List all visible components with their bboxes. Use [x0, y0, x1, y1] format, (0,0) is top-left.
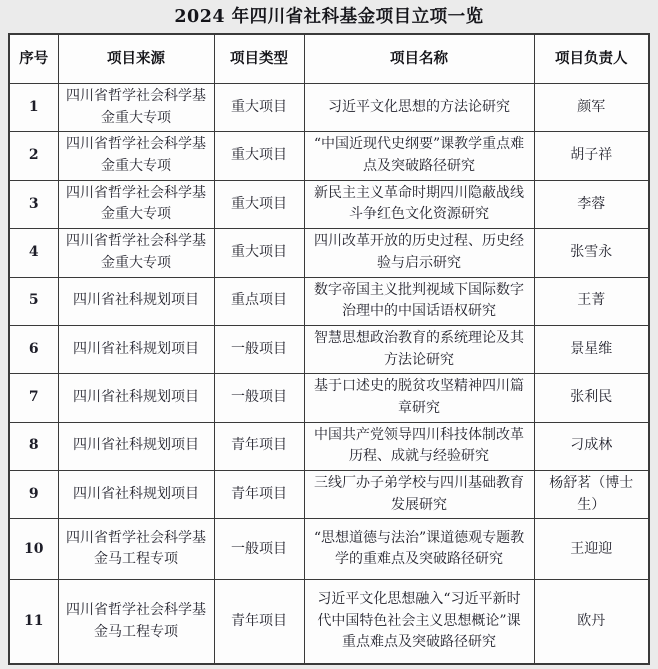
- cell-project-source: 四川省哲学社会科学基金马工程专项: [58, 580, 214, 664]
- table-row: [9, 229, 649, 277]
- table-header-row: [9, 34, 649, 84]
- cell-project-leader: 李蓉: [534, 180, 649, 228]
- cell-project-leader: 颜军: [534, 84, 649, 132]
- project-table: [8, 33, 650, 665]
- cell-row-number: 3: [9, 180, 58, 228]
- cell-project-name: 四川改革开放的历史过程、历史经验与启示研究: [304, 229, 534, 277]
- cell-project-name: 习近平文化思想的方法论研究: [304, 84, 534, 132]
- table-row: [9, 132, 649, 180]
- cell-project-type: 重大项目: [214, 132, 304, 180]
- cell-project-source: 四川省哲学社会科学基金重大专项: [58, 132, 214, 180]
- cell-project-source: 四川省哲学社会科学基金马工程专项: [58, 519, 214, 580]
- cell-row-number: 5: [9, 277, 58, 325]
- cell-project-leader: 景星维: [534, 325, 649, 373]
- cell-project-name: 中国共产党领导四川科技体制改革历程、成就与经验研究: [304, 422, 534, 470]
- cell-project-type: 重大项目: [214, 84, 304, 132]
- table-body: [9, 84, 649, 664]
- cell-project-type: 青年项目: [214, 422, 304, 470]
- table-row: [9, 519, 649, 580]
- table-row: [9, 84, 649, 132]
- cell-project-type: 一般项目: [214, 374, 304, 422]
- cell-project-source: 四川省哲学社会科学基金重大专项: [58, 84, 214, 132]
- col-header-type: 项目类型: [214, 34, 304, 84]
- cell-row-number: 9: [9, 471, 58, 519]
- cell-row-number: 11: [9, 580, 58, 664]
- cell-project-name: “思想道德与法治”课道德观专题教学的重难点及突破路径研究: [304, 519, 534, 580]
- cell-project-name: 智慧思想政治教育的系统理论及其方法论研究: [304, 325, 534, 373]
- cell-project-source: 四川省社科规划项目: [58, 325, 214, 373]
- cell-project-source: 四川省哲学社会科学基金重大专项: [58, 180, 214, 228]
- cell-project-type: 重点项目: [214, 277, 304, 325]
- cell-project-type: 青年项目: [214, 580, 304, 664]
- cell-row-number: 7: [9, 374, 58, 422]
- cell-project-leader: 刁成林: [534, 422, 649, 470]
- cell-project-source: 四川省社科规划项目: [58, 374, 214, 422]
- cell-project-source: 四川省哲学社会科学基金重大专项: [58, 229, 214, 277]
- cell-project-type: 青年项目: [214, 471, 304, 519]
- cell-project-name: 新民主主义革命时期四川隐蔽战线斗争红色文化资源研究: [304, 180, 534, 228]
- table-row: [9, 580, 649, 664]
- table-row: [9, 180, 649, 228]
- col-header-name: 项目名称: [304, 34, 534, 84]
- cell-row-number: 10: [9, 519, 58, 580]
- table-row: [9, 471, 649, 519]
- cell-project-name: 习近平文化思想融入“习近平新时代中国特色社会主义思想概论”课重点难点及突破路径研究: [304, 580, 534, 664]
- cell-row-number: 2: [9, 132, 58, 180]
- cell-project-leader: 欧丹: [534, 580, 649, 664]
- cell-project-type: 重大项目: [214, 180, 304, 228]
- cell-project-leader: 胡子祥: [534, 132, 649, 180]
- table-row: [9, 277, 649, 325]
- col-header-no: 序号: [9, 34, 58, 84]
- cell-row-number: 6: [9, 325, 58, 373]
- col-header-leader: 项目负责人: [534, 34, 649, 84]
- cell-project-leader: 张利民: [534, 374, 649, 422]
- cell-row-number: 1: [9, 84, 58, 132]
- cell-row-number: 4: [9, 229, 58, 277]
- table-row: [9, 325, 649, 373]
- cell-project-source: 四川省社科规划项目: [58, 277, 214, 325]
- col-header-source: 项目来源: [58, 34, 214, 84]
- cell-project-name: 数字帝国主义批判视域下国际数字治理中的中国话语权研究: [304, 277, 534, 325]
- cell-project-leader: 张雪永: [534, 229, 649, 277]
- table-row: [9, 422, 649, 470]
- table-row: [9, 374, 649, 422]
- cell-project-leader: 王菁: [534, 277, 649, 325]
- cell-project-source: 四川省社科规划项目: [58, 471, 214, 519]
- cell-project-leader: 王迎迎: [534, 519, 649, 580]
- cell-project-name: “中国近现代史纲要”课教学重点难点及突破路径研究: [304, 132, 534, 180]
- cell-project-leader: 杨舒茗（博士生）: [534, 471, 649, 519]
- cell-project-type: 一般项目: [214, 519, 304, 580]
- cell-project-type: 一般项目: [214, 325, 304, 373]
- cell-project-source: 四川省社科规划项目: [58, 422, 214, 470]
- cell-project-name: 基于口述史的脱贫攻坚精神四川篇章研究: [304, 374, 534, 422]
- cell-row-number: 8: [9, 422, 58, 470]
- page-title: 2024 年四川省社科基金项目立项一览: [174, 7, 484, 27]
- cell-project-type: 重大项目: [214, 229, 304, 277]
- cell-project-name: 三线厂办子弟学校与四川基础教育发展研究: [304, 471, 534, 519]
